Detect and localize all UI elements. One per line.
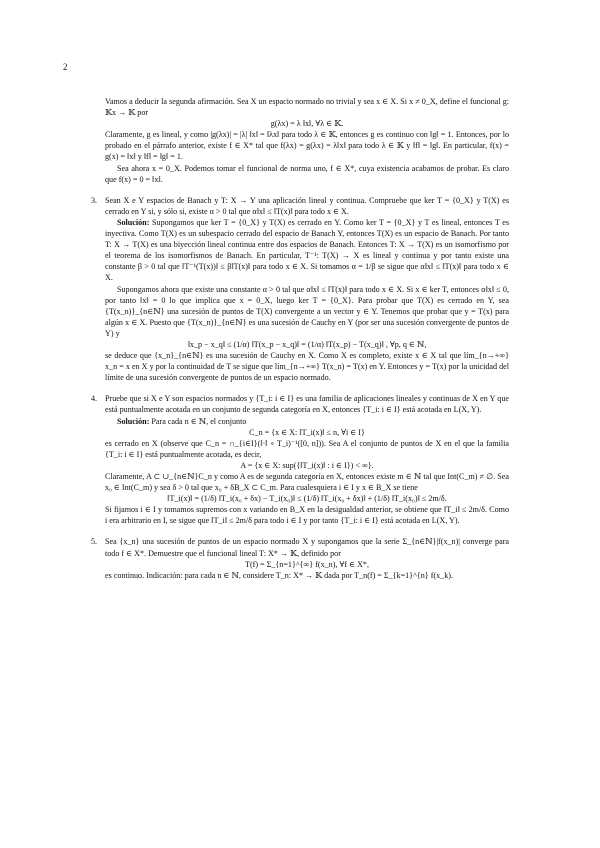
exercise-5-statement: Sea {x_n} una sucesión de puntos de un espacio normado X y supongamos que la serie Σ_{n∈ℕ}|f(x_n)| converge para todo f ∈ X*. Demuestre que el funcional lineal T: X* → 𝕂, definido por <box>105 537 509 558</box>
equation-cauchy-estimate: ‖x_p − x_q‖ ≤ (1/α) ‖T(x_p − x_q)‖ = (1/α) ‖T(x_p) − T(x_q)‖ , ∀p, q ∈ ℕ, <box>187 339 427 349</box>
exercise-3-solution-1 <box>105 217 509 284</box>
equation-cn-definition: C_n = {x ∈ X: ‖T_i(x)‖ ≤ n, ∀i ∈ I} <box>249 427 365 437</box>
equation-g-definition: g(λx) = λ ‖x‖, ∀λ ∈ 𝕂. <box>270 119 344 129</box>
exercise-4-solution-1-text: Para cada n ∈ ℕ, el conjunto <box>151 416 247 426</box>
exercise-3-statement: Sean X e Y espacios de Banach y T: X → Y una aplicación lineal y continua. Compruebe que ker T = {0_X} y T(X) es cerrado en Y si, y sólo si, existe α > 0 tal que α‖x‖ ≤ ‖T(x)‖ para todo x ∈ X. <box>105 195 509 216</box>
exercise-5-number: 5. <box>91 537 98 547</box>
exercise-5 <box>91 536 509 580</box>
exercise-3-solution-3: se deduce que {x_n}_{n∈ℕ} es una sucesión de Cauchy en X. Como X es completo, existe x ∈ X tal que lím_{n→+∞} x_n = x en X y por la continuidad de T se sigue que lím_{n→+∞} T(x_n) = T(x) en Y. Entonces y = T(x) por la unicidad del límite de una sucesión convergente de puntos de un espacio normado. <box>105 351 509 383</box>
exercise-4-solution-3: Claramente, A ⊂ ∪_{n∈ℕ}C_n y como A es de segunda categoría en X, entonces existe m ∈ ℕ tal que Int(C_m) ≠ ∅. Sea x₀ ∈ Int(C_m) y sea δ > 0 tal que x₀ + δB_X ⊂ C_m. Para cualesquiera i ∈ I y x ∈ B_X se tiene <box>105 472 509 493</box>
exercise-4-solution-1 <box>105 416 509 427</box>
exercise-4-number: 4. <box>91 394 98 404</box>
exercise-3-solution-2: Supongamos ahora que existe una constante α > 0 tal que α‖x‖ ≤ ‖T(x)‖ para todo x ∈ X. Si x ∈ ker T, entonces α‖x‖ ≤ 0, por tanto ‖x‖ = 0 lo que implica que x = 0_X, luego ker T = {0_X}. Para probar que T(X) es cerrado en Y, sea {T(x_n)}_{n∈ℕ} una sucesión de puntos de T(X) convergente a un vector y ∈ Y. Tenemos que probar que y = T(x) para algún x ∈ X. Puesto que {T(x_n)}_{n∈ℕ} es una sucesión de Cauchy en Y (por ser una sucesión convergente de puntos de Y) y <box>105 284 509 338</box>
intro-paragraph-2: Claramente, g es lineal, y como |g(λx)| = |λ| ‖x‖ = ‖λx‖ para todo λ ∈ 𝕂, entonces g es continuo con ‖g‖ = 1. Entonces, por lo probado en el párrafo anterior, existe f ∈ X* tal que f(λx) = g(λx) = λ‖x‖ para todo λ ∈ 𝕂 y ‖f‖ = ‖g‖. En particular, f(x) = g(x) = ‖x‖ y ‖f‖ = ‖g‖ = 1. <box>105 130 509 162</box>
exercise-4-solution-4: Si fijamos i ∈ I y tomamos supremos con x variando en B_X en la desigualdad anterior, se obtiene que ‖T_i‖ ≤ 2m/δ. Como i era arbitrario en I, se sigue que ‖T_i‖ ≤ 2m/δ para todo i ∈ I y por tanto {T_i: i ∈ I} está acotada en L(X, Y). <box>105 505 509 526</box>
page-number: 2 <box>63 62 68 72</box>
equation-t-definition: T(f) = Σ_{n=1}^{∞} f(x_n), ∀f ∈ X*, <box>245 559 369 569</box>
equation-a-definition: A = {x ∈ X: sup({‖T_i(x)‖ : i ∈ I}) < ∞}. <box>240 460 374 470</box>
exercise-3-number: 3. <box>91 195 98 205</box>
solution-label: Solución: <box>117 416 150 426</box>
exercise-3-solution-1-text: Supongamos que ker T = {0_X} y T(X) es cerrado en Y. Como ker T = {0_X} y T es lineal, entonces T es inyectiva. Como T(X) es un subespacio cerrado del espacio de Banach Y, entonces T(X) es un espacio de Banach. Por tanto T: X → T(X) es una biyección lineal continua entre dos espacios de Banach. Entonces T: X → T(X) es un isomorfismo por el teorema de los isomorfismos de Banach. En particular, T⁻¹: T(X) → X es lineal y continua y por tanto existe una constante β > 0 tal que ‖T⁻¹(T(x))‖ ≤ β‖T(x)‖ para todo x ∈ X. Si tomamos α = 1/β se sigue que α‖x‖ ≤ ‖T(x)‖ para todo x ∈ X. <box>105 217 510 283</box>
exercise-5-hint: es continuo. Indicación: para cada n ∈ ℕ, considere T_n: X* → 𝕂 dada por T_n(f) = Σ_{k=1}^{n} f(x_k). <box>105 570 453 580</box>
exercise-3 <box>91 195 510 384</box>
page-body <box>91 96 510 581</box>
solution-label: Solución: <box>117 217 150 227</box>
equation-ti-bound: ‖T_i(x)‖ = (1/δ) ‖T_i(x₀ + δx) − T_i(x₀)‖ ≤ (1/δ) ‖T_i(x₀ + δx)‖ + (1/δ) ‖T_i(x₀)‖ ≤ 2m/δ. <box>167 494 447 504</box>
exercise-4-solution-2: es cerrado en X (observe que C_n = ∩_{i∈I}(‖·‖ ∘ T_i)⁻¹([0, n])). Sea A el conjunto de puntos de X en el que la familia {T_i: i ∈ I} está puntualmente acotada, es decir, <box>105 438 509 459</box>
intro-paragraph-3: Sea ahora x = 0_X. Podemos tomar el funcional de norma uno, f ∈ X*, cuya existencia acabamos de probar. Es claro que f(x) = 0 = ‖x‖. <box>105 163 509 184</box>
exercise-4 <box>91 393 509 526</box>
intro-paragraph-1: Vamos a deducir la segunda afirmación. Sea X un espacio normado no trivial y sea x ∈ X. Si x ≠ 0_X, define el funcional g: 𝕂x → 𝕂 por <box>105 97 509 118</box>
exercise-4-statement: Pruebe que si X e Y son espacios normados y {T_i: i ∈ I} es una familia de aplicaciones lineales y continuas de X en Y que está puntualmente acotada en un conjunto de segunda categoría en X, entonces {T_i: i ∈ I} está acotada en L(X, Y). <box>105 394 509 415</box>
